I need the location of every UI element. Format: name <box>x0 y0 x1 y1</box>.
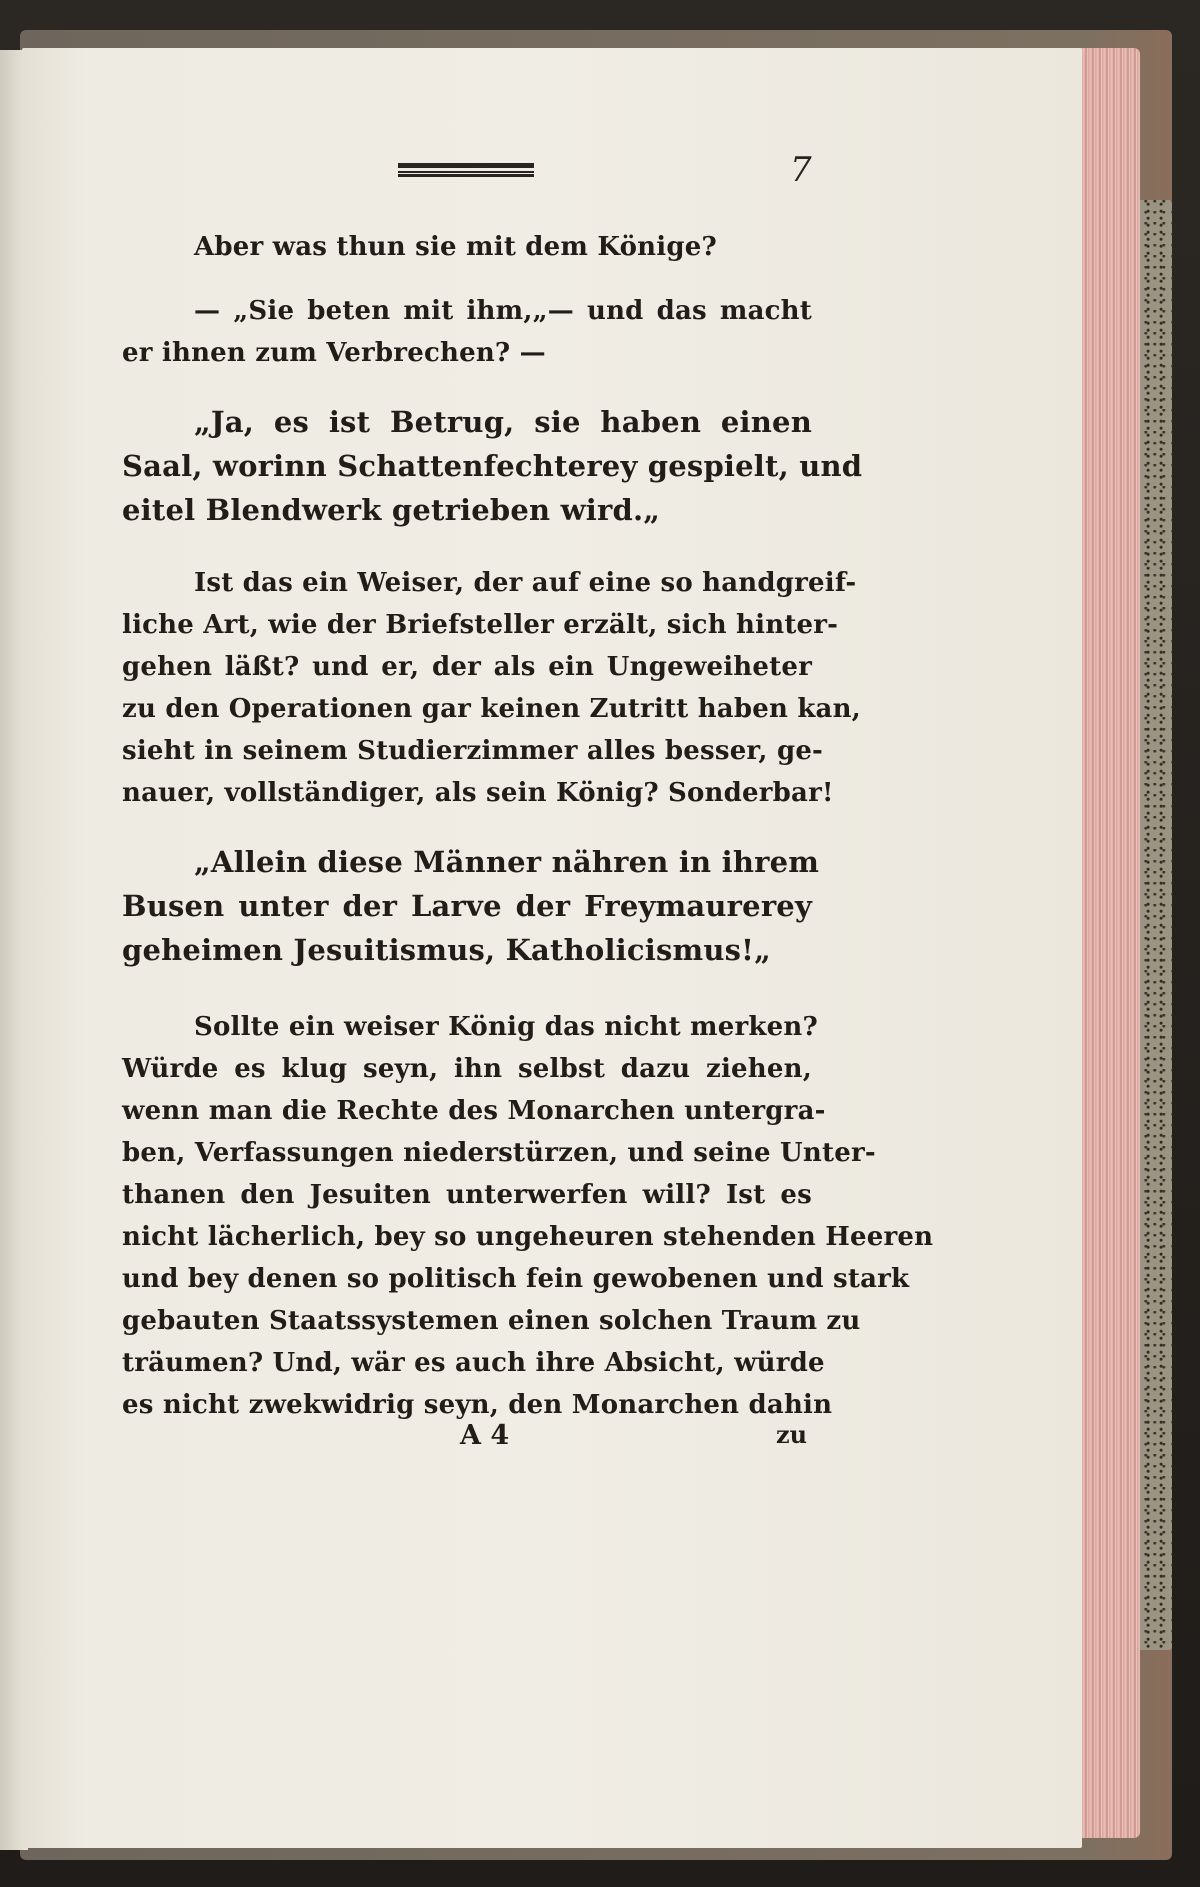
paragraph <box>122 226 812 268</box>
page-number: 7 <box>790 150 812 190</box>
text-line: „Allein diese Männer nähren in ihrem <box>194 845 820 879</box>
paragraph-gap <box>122 532 812 562</box>
text-line: gebauten Staatssystemen einen solchen Traum zu <box>122 1306 861 1336</box>
text-line: thanen den Jesuiten unterwerfen will? Ist es <box>122 1180 812 1210</box>
text-line: „Ja, es ist Betrug, sie haben einen <box>194 405 812 439</box>
text-line: Aber was thun sie mit dem Könige? <box>194 232 717 262</box>
text-line: nicht lächerlich, bey so ungeheuren stehenden Heeren <box>122 1222 934 1252</box>
text-line: ben, Verfassungen niederstürzen, und seine Unter- <box>122 1138 876 1168</box>
text-line: wenn man die Rechte des Monarchen untergra- <box>122 1096 826 1126</box>
text-line: und bey denen so politisch fein gewobenen und stark <box>122 1264 910 1294</box>
text-line: Sollte ein weiser König das nicht merken? <box>194 1012 818 1042</box>
paragraph-gap <box>122 814 812 840</box>
text-line: träumen? Und, wär es auch ihre Absicht, würde <box>122 1348 825 1378</box>
paragraph-gap <box>122 972 812 1006</box>
text-line: geheimen Jesuitismus, Katholicismus!„ <box>122 933 771 967</box>
text-line: er ihnen zum Verbrechen? — <box>122 338 546 368</box>
text-line: liche Art, wie der Briefsteller erzält, sich hinter- <box>122 610 839 640</box>
header-rule <box>398 163 534 177</box>
paragraph <box>122 562 861 814</box>
text-line: Würde es klug seyn, ihn selbst dazu ziehen, <box>122 1054 812 1084</box>
paragraph <box>122 400 863 532</box>
text-line: Saal, worinn Schattenfechterey gespielt, und <box>122 449 863 483</box>
text-line: sieht in seinem Studierzimmer alles besser, ge- <box>122 736 824 766</box>
signature-mark: A 4 <box>460 1420 510 1451</box>
text-line: zu den Operationen gar keinen Zutritt haben kan, <box>122 694 861 724</box>
paragraph <box>122 290 812 374</box>
paragraph <box>122 840 820 972</box>
text-line: Busen unter der Larve der Freymaurerey <box>122 889 812 923</box>
paragraph <box>122 1006 934 1426</box>
page-body <box>122 226 934 1426</box>
text-line: es nicht zwekwidrig seyn, den Monarchen dahin <box>122 1390 833 1420</box>
text-line: — „Sie beten mit ihm,„— und das macht <box>194 296 812 326</box>
text-line: eitel Blendwerk getrieben wird.„ <box>122 493 661 527</box>
text-line: nauer, vollständiger, als sein König? Sonderbar! <box>122 778 834 808</box>
text-line: gehen läßt? und er, der als ein Ungeweiheter <box>122 652 812 682</box>
paragraph-gap <box>122 268 812 290</box>
text-line: Ist das ein Weiser, der auf eine so handgreif- <box>194 568 857 598</box>
catchword: zu <box>776 1420 808 1449</box>
paragraph-gap <box>122 374 812 400</box>
